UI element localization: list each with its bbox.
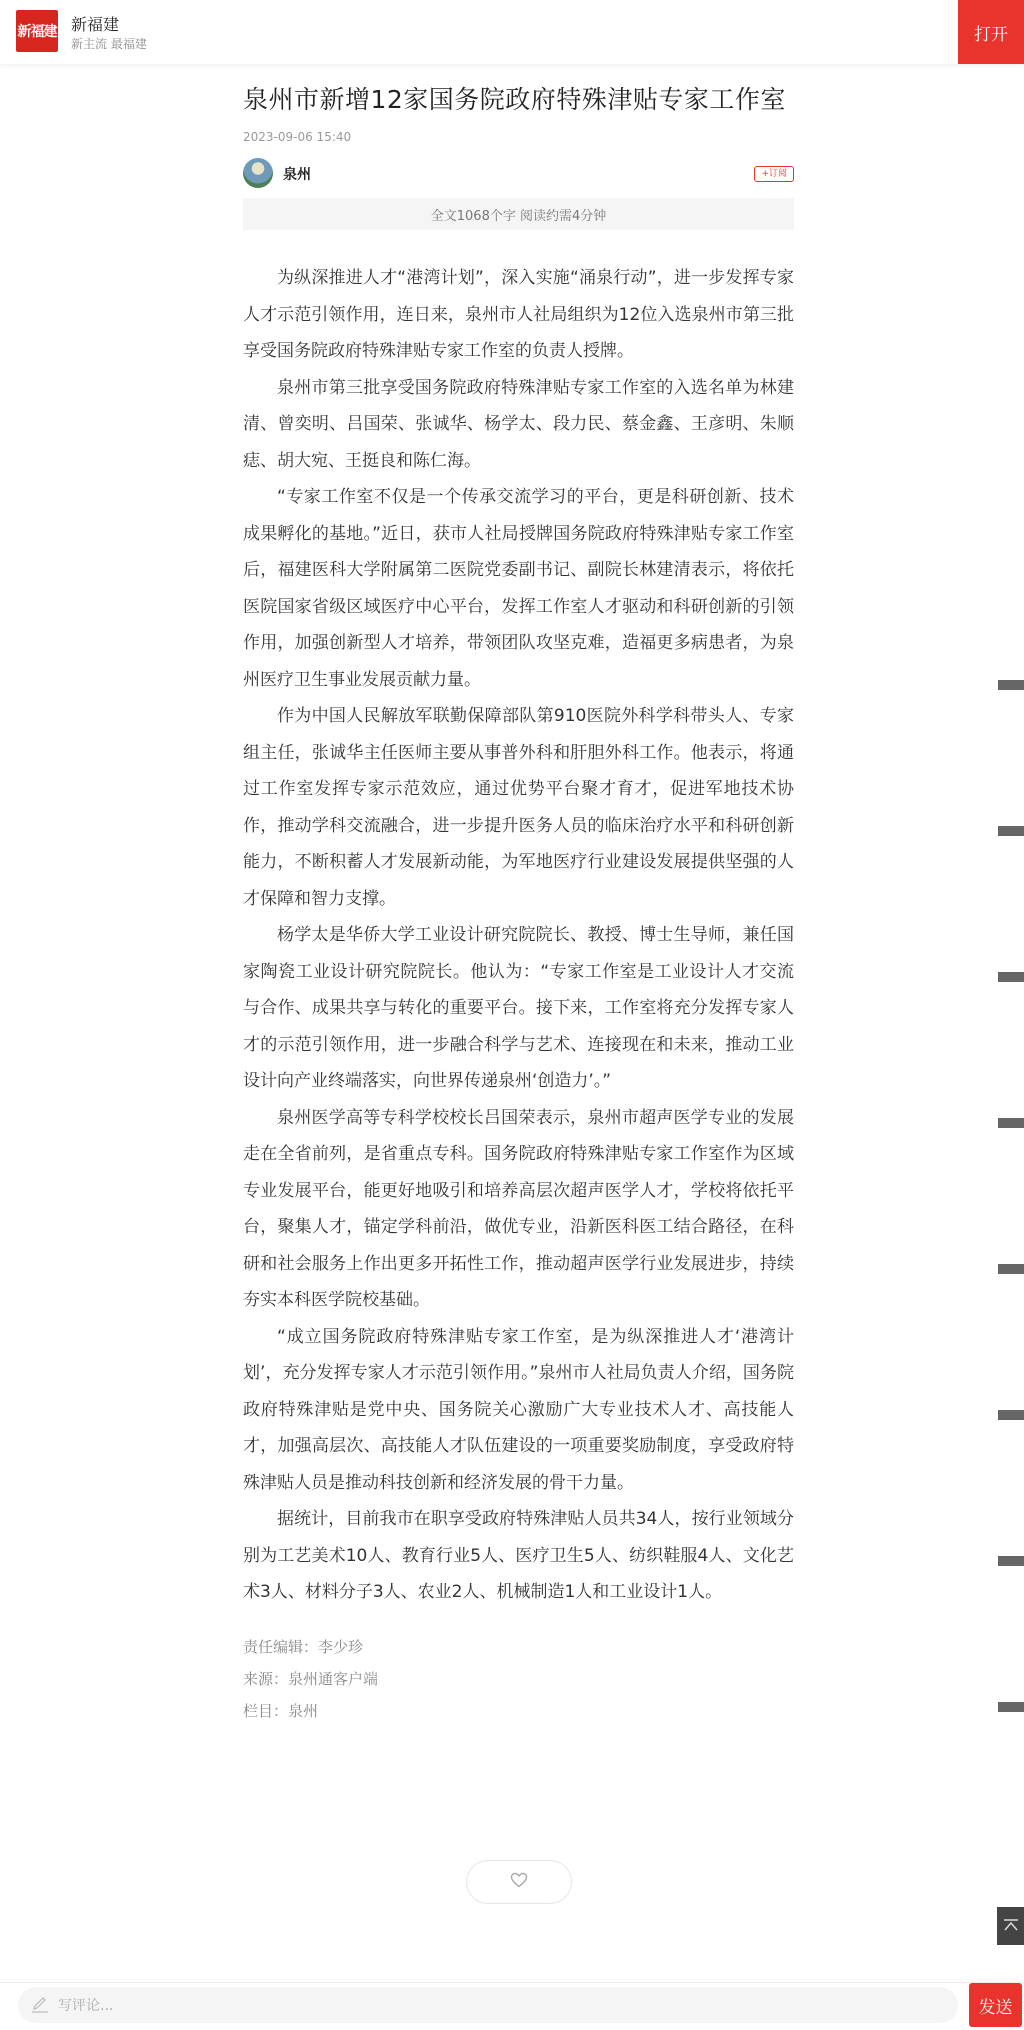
app-slogan: 新主流 最福建	[71, 37, 147, 51]
author-avatar[interactable]	[243, 158, 273, 188]
arrow-up-icon	[1002, 1917, 1020, 1936]
scroll-marker	[998, 1118, 1024, 1128]
scroll-marker	[998, 680, 1024, 690]
meta-value: 泉州通客户端	[288, 1669, 379, 1688]
meta-editor	[243, 1631, 794, 1663]
article-paragraph: “成立国务院政府特殊津贴专家工作室，是为纵深推进人才‘港湾计划’，充分发挥专家人才示范引领作用。”泉州市人社局负责人介绍，国务院政府特殊津贴是党中央、国务院关心激励广大专业技术人才、高技能人才，加强高层次、高技能人才队伍建设的一项重要奖励制度，享受政府特殊津贴人员是推动科技创新和经济发展的骨干力量。	[243, 1326, 794, 1493]
article-paragraph: “专家工作室不仅是一个传承交流学习的平台，更是科研创新、技术成果孵化的基地。”近日，获市人社局授牌国务院政府特殊津贴专家工作室后，福建医科大学附属第二医院党委副书记、副院长林建清表示，将依托医院国家省级区域医疗中心平台，发挥工作室人才驱动和科研创新的引领作用，加强创新型人才培养，带领团队攻坚克难，造福更多病患者，为泉州医疗卫生事业发展贡献力量。	[243, 487, 794, 690]
meta-column	[243, 1695, 794, 1727]
app-header	[0, 0, 1024, 64]
meta-value: 泉州	[288, 1701, 319, 1720]
heart-icon	[510, 1872, 528, 1892]
meta-value: 李少珍	[318, 1637, 364, 1656]
article-paragraph: 泉州医学高等专科学校校长吕国荣表示，泉州市超声医学专业的发展走在全省前列，是省重点专科。国务院政府特殊津贴专家工作室作为区域专业发展平台，能更好地吸引和培养高层次超声医学人才，学校将依托平台，聚集人才，锚定学科前沿，做优专业，沿新医科医工结合路径，在科研和社会服务上作出更多开拓性工作，推动超声医学行业发展进步，持续夯实本科医学院校基础。	[243, 1107, 794, 1310]
meta-label: 栏目：	[243, 1701, 289, 1720]
article	[243, 80, 794, 1727]
app-name: 新福建	[71, 15, 120, 34]
scroll-marker	[998, 972, 1024, 982]
article-paragraph: 为纵深推进人才“港湾计划”，深入实施“涌泉行动”，进一步发挥专家人才示范引领作用，连日来，泉州市人社局组织为12位入选泉州市第三批享受国务院政府特殊津贴专家工作室的负责人授牌。	[243, 268, 794, 361]
like-button[interactable]	[466, 1860, 572, 1904]
scroll-marker	[998, 1702, 1024, 1712]
comment-placeholder: 写评论...	[58, 1998, 114, 2014]
article-title: 泉州市新增12家国务院政府特殊津贴专家工作室	[243, 85, 786, 114]
send-button[interactable]: 发送	[969, 1983, 1022, 2027]
comment-input[interactable]	[18, 1987, 958, 2023]
comment-bar	[0, 1982, 1024, 2030]
article-body	[243, 260, 794, 1611]
subscribe-button[interactable]: +订阅	[754, 166, 794, 182]
article-meta	[243, 1631, 794, 1727]
scroll-marker	[998, 1410, 1024, 1420]
article-paragraph: 作为中国人民解放军联勤保障部队第910医院外科学科带头人、专家组主任，张诚华主任医师主要从事普外科和肝胆外科工作。他表示，将通过工作室发挥专家示范效应，通过优势平台聚才育才，促进军地技术协作，推动学科交流融合，进一步提升医务人员的临床治疗水平和科研创新能力，不断积蓄人才发展新动能，为军地医疗行业建设发展提供坚强的人才保障和智力支撑。	[243, 706, 794, 909]
author-row	[243, 158, 794, 192]
back-to-top-button[interactable]	[997, 1907, 1024, 1945]
pen-icon	[30, 1995, 50, 2015]
reading-info: 全文1068个字 阅读约需4分钟	[243, 198, 794, 230]
open-app-button[interactable]: 打开	[958, 0, 1024, 64]
article-paragraph: 泉州市第三批享受国务院政府特殊津贴专家工作室的入选名单为林建清、曾奕明、吕国荣、张诚华、杨学太、段力民、蔡金鑫、王彦明、朱顺痣、胡大宛、王挺良和陈仁海。	[243, 377, 794, 471]
app-logo: 新福建	[16, 10, 58, 52]
author-name[interactable]: 泉州	[283, 167, 311, 183]
scroll-marker	[998, 1556, 1024, 1566]
scroll-marker	[998, 826, 1024, 836]
publish-date: 2023-09-06 15:40	[243, 130, 352, 144]
meta-source	[243, 1663, 794, 1695]
meta-label: 责任编辑：	[243, 1637, 319, 1656]
article-paragraph: 杨学太是华侨大学工业设计研究院院长、教授、博士生导师，兼任国家陶瓷工业设计研究院院长。他认为：“专家工作室是工业设计人才交流与合作、成果共享与转化的重要平台。接下来，工作室将充分发挥专家人才的示范引领作用，进一步融合科学与艺术、连接现在和未来，推动工业设计向产业终端落实，向世界传递泉州‘创造力’。”	[243, 925, 794, 1091]
article-paragraph: 据统计，目前我市在职享受政府特殊津贴人员共34人，按行业领域分别为工艺美术10人、教育行业5人、医疗卫生5人、纺织鞋服4人、文化艺术3人、材料分子3人、农业2人、机械制造1人和工业设计1人。	[243, 1509, 794, 1602]
scroll-marker	[998, 1264, 1024, 1274]
meta-label: 来源：	[243, 1669, 289, 1688]
